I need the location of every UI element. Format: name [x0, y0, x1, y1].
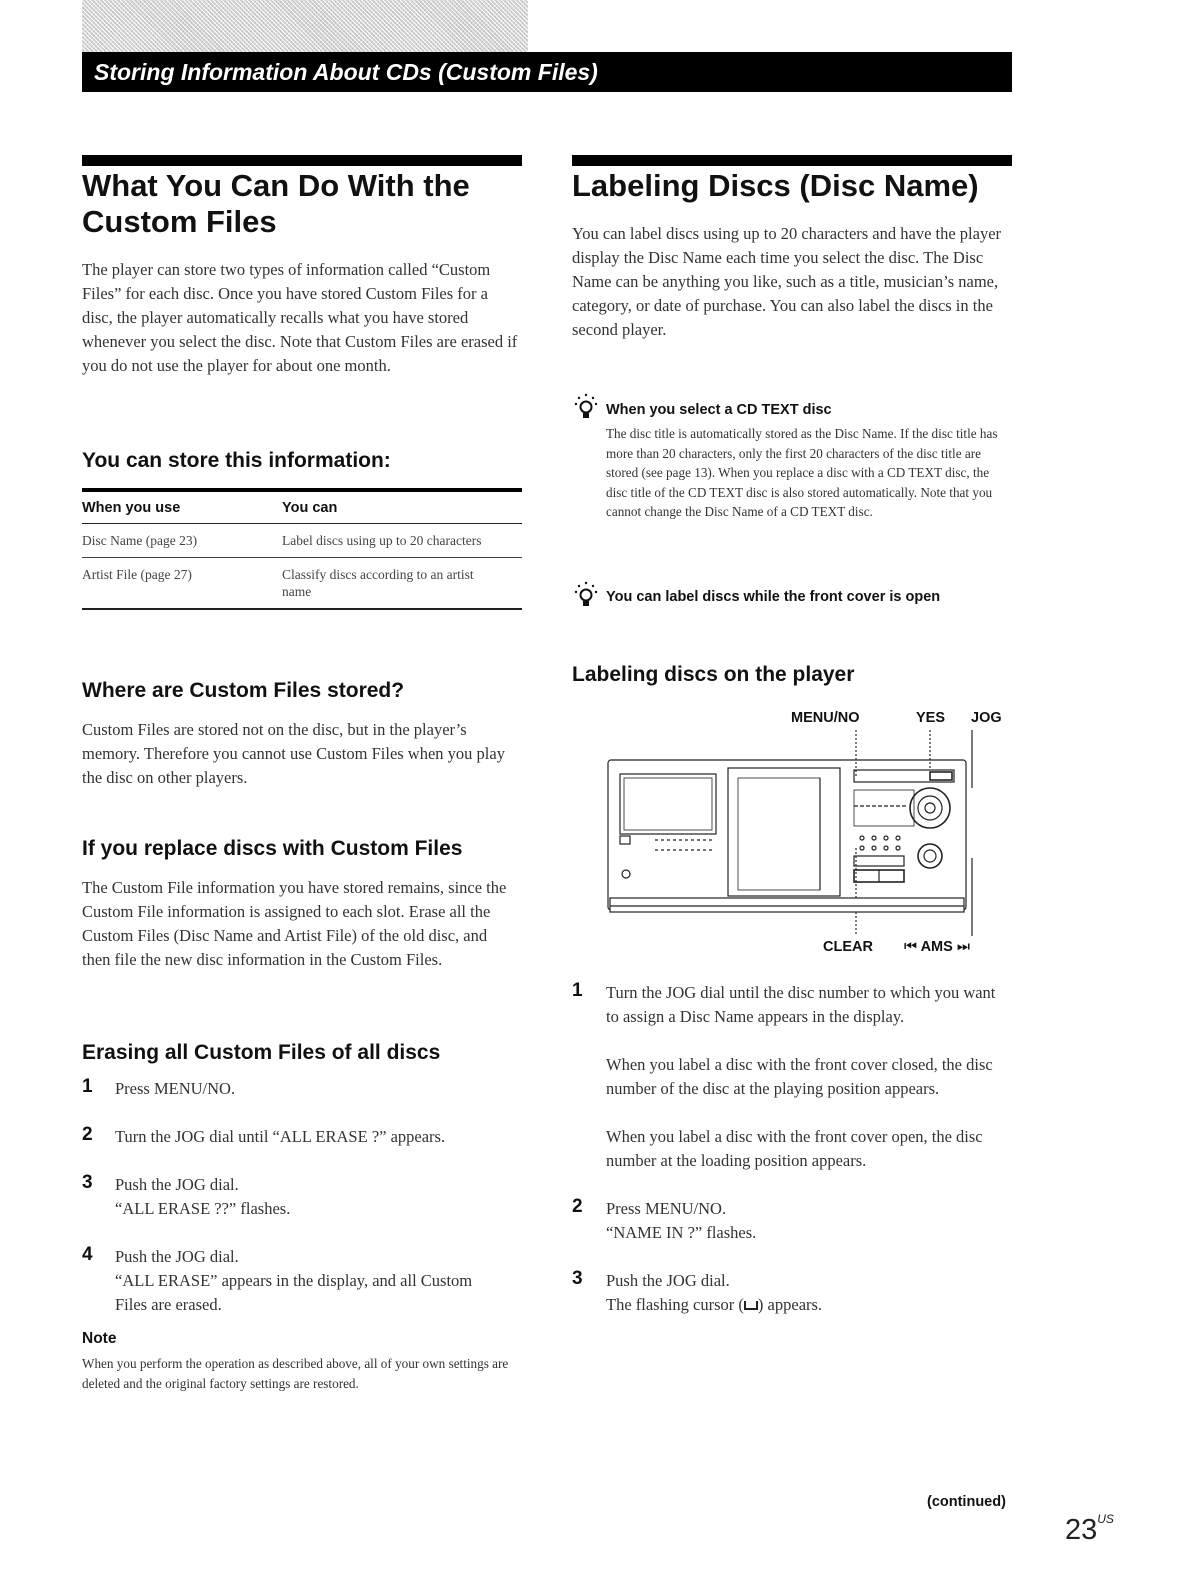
erase-heading: Erasing all Custom Files of all discs — [82, 1041, 441, 1064]
store-heading: You can store this information: — [82, 449, 391, 472]
label-jog: JOG — [971, 710, 1002, 726]
table-header-can: You can — [282, 490, 522, 524]
step-text: Turn the JOG dial until “ALL ERASE ?” appears. — [115, 1127, 446, 1146]
tip-text-cd-text: The disc title is automatically stored as the Disc Name. If the disc title has more than 20 characters, only the first 20 characters of the disc title are stored (see page 13). When you replace a disc with a CD TEXT disc, the disc title of the CD TEXT disc is also stored automatically. Note that you cannot change the Disc Name of a CD TEXT disc. — [606, 426, 998, 519]
label-clear: CLEAR — [823, 939, 873, 955]
where-paragraph: Custom Files are stored not on the disc, but in the player’s memory. Therefore you cannot use Custom Files when you play the disc on other players. — [82, 720, 505, 787]
tip-heading-cd-text: When you select a CD TEXT disc — [606, 402, 832, 418]
skip-forward-icon: ⏭ — [956, 939, 970, 955]
player-heading: Labeling discs on the player — [572, 663, 855, 686]
section-banner: Storing Information About CDs (Custom Files) — [82, 52, 1012, 92]
cd-player-illustration — [600, 728, 1012, 938]
step-number: 4 — [82, 1244, 93, 1265]
replace-paragraph: The Custom File information you have stored remains, since the Custom File information is assigned to each slot. Erase all the Custom Files (Disc Name and Artist File) of the old disc, and then file the new disc information in the Custom Files. — [82, 878, 507, 969]
table-row — [82, 524, 522, 558]
step-text: Push the JOG dial. — [606, 1271, 730, 1290]
cursor-text-before: The flashing cursor ( — [606, 1295, 744, 1314]
step-number: 2 — [82, 1124, 93, 1145]
table-cell: Artist File (page 27) — [82, 558, 282, 610]
table-header-row — [82, 490, 522, 524]
table-cell: Label discs using up to 20 characters — [282, 524, 522, 558]
hint-lightbulb-icon — [573, 392, 599, 422]
banner-hatch-pattern — [82, 0, 528, 52]
table-cell: Disc Name (page 23) — [82, 524, 282, 558]
page-heading-right: Labeling Discs (Disc Name) — [572, 168, 979, 203]
step-number: 1 — [572, 980, 583, 1001]
table-cell: Classify discs according to an artist name — [282, 558, 522, 610]
label-yes: YES — [916, 710, 946, 726]
cursor-text-after: ) appears. — [757, 1295, 823, 1314]
table-header-when: When you use — [82, 490, 282, 524]
label-ams: AMS — [920, 939, 953, 955]
step-subtext: “NAME IN ?” flashes. — [606, 1223, 757, 1242]
note-text: When you perform the operation as described above, all of your own settings are deleted and the original factory settings are restored. — [82, 1356, 509, 1391]
step-text: Push the JOG dial. — [115, 1175, 239, 1194]
step-number: 3 — [82, 1172, 93, 1193]
heading-rule-left — [82, 155, 522, 166]
step-subtext: When you label a disc with the front cover open, the disc number at the loading position appears. — [606, 1127, 983, 1170]
step-subtext — [606, 1293, 822, 1317]
page-heading-left: What You Can Do With the Custom Files — [82, 168, 470, 239]
hint-lightbulb-icon — [573, 580, 599, 610]
continued-label: (continued) — [927, 1494, 1006, 1510]
tip-heading-front-cover: You can label discs while the front cover is open — [606, 589, 941, 605]
page-number-value: 23 — [1065, 1514, 1098, 1546]
note-heading: Note — [82, 1330, 117, 1347]
intro-paragraph-left: The player can store two types of information called “Custom Files” for each disc. Once you have stored Custom Files for a disc, the player automatically recalls what you have stored whenever you select the disc. Note that Custom Files are erased if you do not use the player for about one month. — [82, 260, 518, 375]
table-row — [82, 558, 522, 610]
label-ams-group — [904, 939, 970, 955]
skip-back-icon: ⏮ — [904, 939, 918, 955]
page-number — [1065, 1514, 1114, 1547]
cursor-icon — [744, 1299, 758, 1311]
step-text: Push the JOG dial. — [115, 1247, 239, 1266]
step-subtext: When you label a disc with the front cover closed, the disc number of the disc at the playing position appears. — [606, 1055, 993, 1098]
step-number: 1 — [82, 1076, 93, 1097]
step-text: Turn the JOG dial until the disc number to which you want to assign a Disc Name appears in the display. — [606, 983, 996, 1026]
custom-files-table — [82, 488, 522, 610]
step-text: Press MENU/NO. — [606, 1199, 727, 1218]
page-number-suffix: US — [1097, 1512, 1114, 1526]
where-heading: Where are Custom Files stored? — [82, 679, 405, 702]
intro-paragraph-right: You can label discs using up to 20 characters and have the player display the Disc Name each time you select the disc. The Disc Name can be anything you like, such as a title, musician’s name, category, or date of purchase. You can also label the discs in the second player. — [572, 224, 1002, 339]
step-subtext: “ALL ERASE ??” flashes. — [115, 1199, 291, 1218]
step-number: 3 — [572, 1268, 583, 1289]
step-subtext: “ALL ERASE” appears in the display, and all Custom Files are erased. — [115, 1271, 473, 1314]
step-number: 2 — [572, 1196, 583, 1217]
step-text: Press MENU/NO. — [115, 1079, 236, 1098]
replace-heading: If you replace discs with Custom Files — [82, 837, 463, 860]
heading-rule-right — [572, 155, 1012, 166]
label-menu-no: MENU/NO — [791, 710, 860, 726]
